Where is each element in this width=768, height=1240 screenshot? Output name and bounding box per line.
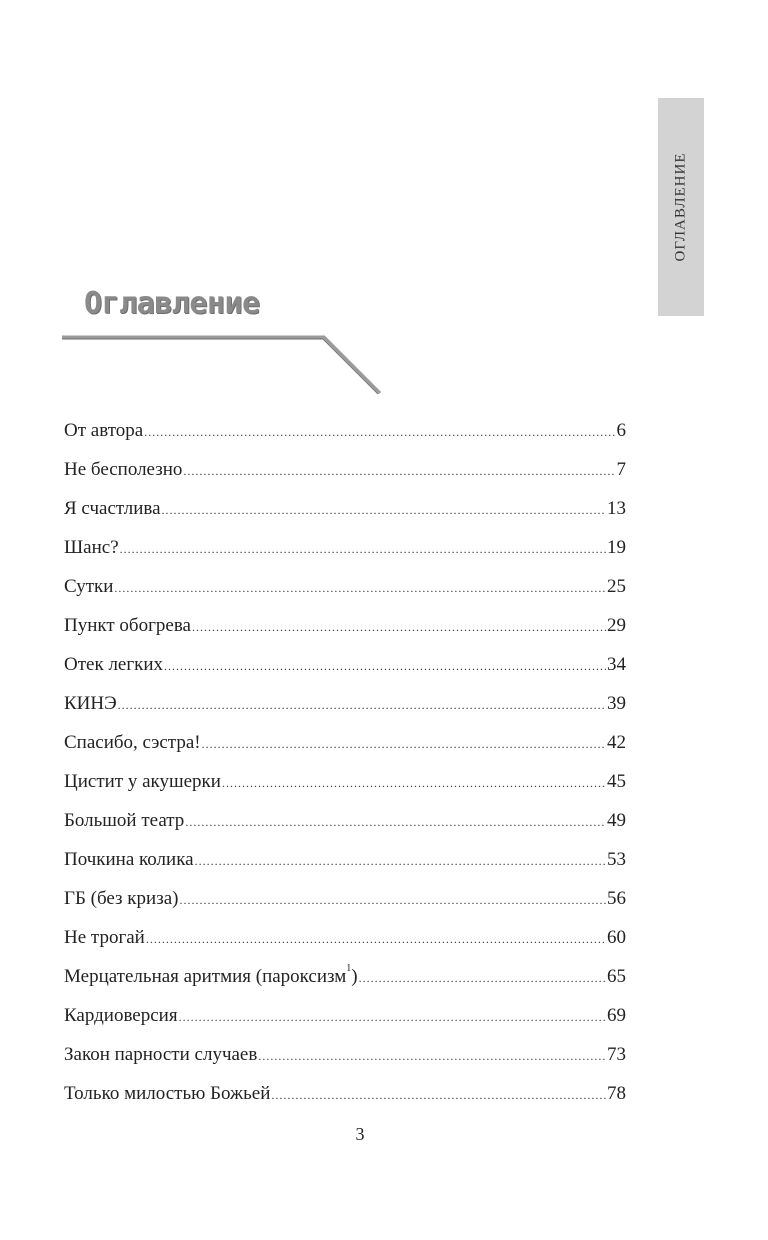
toc-entry-title: Спасибо, сэстра! (64, 732, 201, 753)
toc-entry-title: Почкина колика (64, 849, 194, 870)
toc-entry-page: 78 (607, 1083, 626, 1104)
toc-entry[interactable] (64, 684, 626, 723)
toc-leader-dots (162, 491, 606, 530)
toc-entry-page: 73 (607, 1044, 626, 1065)
toc-entry-title: Я счастлива (64, 498, 161, 519)
toc-entry[interactable] (64, 918, 626, 957)
toc-leader-dots (120, 530, 606, 569)
toc-entry-title: Пункт обогрева (64, 615, 191, 636)
toc-entry[interactable] (64, 567, 626, 606)
toc-entry[interactable] (64, 762, 626, 801)
toc-entry-page: 45 (607, 771, 626, 792)
side-tab (658, 98, 704, 316)
toc-entry-title: КИНЭ (64, 693, 117, 714)
toc-entry-title: Закон парности случаев (64, 1044, 258, 1065)
toc-entry[interactable] (64, 528, 626, 567)
toc-entry[interactable] (64, 1035, 626, 1074)
toc-entry-page: 29 (607, 615, 626, 636)
toc-leader-dots (114, 569, 606, 608)
toc-leader-dots (164, 647, 606, 686)
toc-entry[interactable] (64, 450, 626, 489)
toc-entry-page: 53 (607, 849, 626, 870)
toc-entry-title: Шанс? (64, 537, 119, 558)
toc-entry-title-main: Мерцательная аритмия (пароксизм (64, 966, 347, 987)
toc-leader-dots (195, 842, 606, 881)
toc-entry[interactable] (64, 489, 626, 528)
side-tab-label: ОГЛАВЛЕНИЕ (672, 152, 689, 262)
toc-entry-page: 6 (616, 420, 626, 441)
toc-entry[interactable] (64, 801, 626, 840)
page-title: Оглавление (84, 286, 260, 321)
toc-leader-dots (222, 764, 606, 803)
toc-leader-dots (185, 803, 606, 842)
toc-entry[interactable] (64, 996, 626, 1035)
toc-entry-page: 60 (607, 927, 626, 948)
toc-entry-page: 49 (607, 810, 626, 831)
toc-entry-page: 65 (607, 966, 626, 987)
toc-entry-page: 34 (607, 654, 626, 675)
toc-entry[interactable] (64, 1074, 626, 1113)
toc-leader-dots (179, 881, 606, 920)
toc-entry-title: Сутки (64, 576, 114, 597)
toc-leader-dots (359, 959, 606, 998)
page-number: 3 (355, 1124, 365, 1144)
toc-entry-title: Отек легких (64, 654, 164, 675)
toc-entry-page: 25 (607, 576, 626, 597)
footnote-marker[interactable]: 1 (346, 963, 352, 974)
toc-entry-page: 19 (607, 537, 626, 558)
toc-entry-title-end: ) (351, 966, 358, 987)
toc-entry[interactable] (64, 606, 626, 645)
toc-entry-page: 69 (607, 1005, 626, 1026)
toc-entry-page: 7 (616, 459, 626, 480)
heading-rule (62, 334, 392, 396)
toc-entry[interactable] (64, 840, 626, 879)
toc-entry[interactable] (64, 957, 626, 996)
toc-leader-dots (146, 920, 606, 959)
toc-entry-title: ГБ (без криза) (64, 888, 179, 909)
toc-entry-page: 42 (607, 732, 626, 753)
toc-entry-page: 39 (607, 693, 626, 714)
toc-entry-title: Не трогай (64, 927, 145, 948)
toc-entry-page: 13 (607, 498, 626, 519)
toc-leader-dots (118, 686, 606, 725)
toc-entry-page: 56 (607, 888, 626, 909)
toc-entry-title: Не бесполезно (64, 459, 183, 480)
toc-leader-dots (202, 725, 606, 764)
toc-entry-title: От автора (64, 420, 144, 441)
table-of-contents (64, 411, 626, 1113)
toc-leader-dots (258, 1037, 606, 1076)
toc-leader-dots (144, 413, 615, 452)
toc-leader-dots (271, 1076, 606, 1115)
toc-entry-title: Кардиоверсия (64, 1005, 178, 1026)
toc-entry-title (64, 957, 358, 996)
toc-entry[interactable] (64, 879, 626, 918)
toc-entry-title: Большой театр (64, 810, 185, 831)
toc-entry[interactable] (64, 645, 626, 684)
toc-entry[interactable] (64, 411, 626, 450)
toc-leader-dots (192, 608, 606, 647)
toc-entry-title: Только милостью Божьей (64, 1083, 271, 1104)
toc-leader-dots (183, 452, 615, 491)
toc-entry-title: Цистит у акушерки (64, 771, 221, 792)
toc-entry[interactable] (64, 723, 626, 762)
toc-leader-dots (179, 998, 606, 1037)
